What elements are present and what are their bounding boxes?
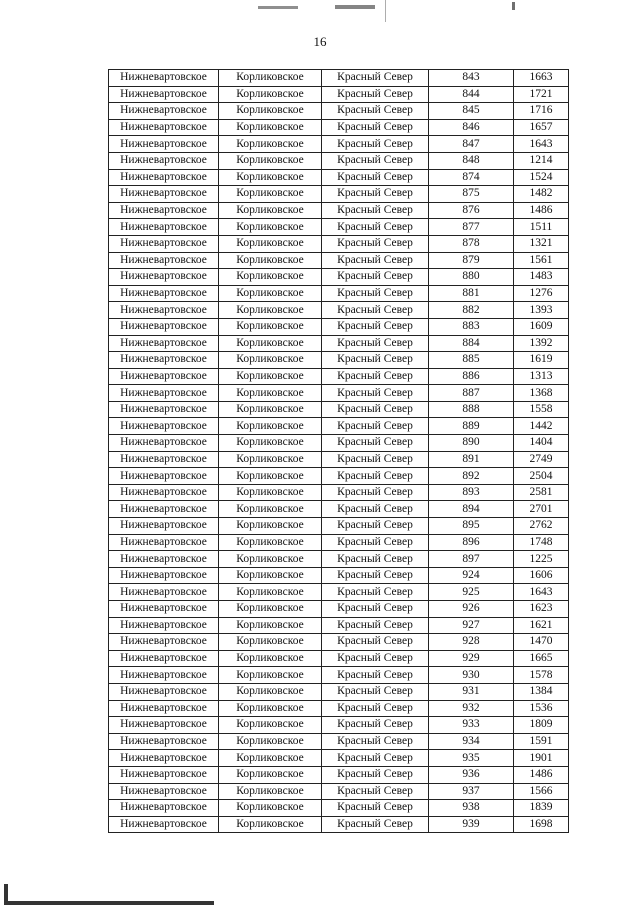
table-cell: 877 — [429, 219, 514, 236]
table-cell: Нижневартовское — [109, 601, 219, 618]
table-cell: Корликовское — [219, 501, 322, 518]
table-row — [109, 86, 569, 103]
table-cell: Красный Север — [322, 235, 429, 252]
table-cell: Нижневартовское — [109, 335, 219, 352]
table-cell: Красный Север — [322, 352, 429, 369]
table-row — [109, 584, 569, 601]
table-row — [109, 551, 569, 568]
table-row — [109, 103, 569, 120]
table-row — [109, 385, 569, 402]
table-cell: Красный Север — [322, 385, 429, 402]
table-cell: Красный Север — [322, 468, 429, 485]
table-cell: Корликовское — [219, 86, 322, 103]
table-cell: Корликовское — [219, 152, 322, 169]
table-cell: Корликовское — [219, 683, 322, 700]
table-cell: 880 — [429, 269, 514, 286]
table-cell: 888 — [429, 401, 514, 418]
table-cell: 1404 — [514, 435, 569, 452]
table-cell: Нижневартовское — [109, 318, 219, 335]
table-cell: Корликовское — [219, 750, 322, 767]
table-row — [109, 235, 569, 252]
table-cell: Нижневартовское — [109, 518, 219, 535]
table-cell: Корликовское — [219, 352, 322, 369]
table-cell: 932 — [429, 700, 514, 717]
table-cell: 881 — [429, 285, 514, 302]
table-cell: 924 — [429, 567, 514, 584]
table-cell: 925 — [429, 584, 514, 601]
table-cell: 1558 — [514, 401, 569, 418]
data-table-container — [108, 69, 568, 833]
table-row — [109, 318, 569, 335]
table-cell: Нижневартовское — [109, 302, 219, 319]
table-cell: Корликовское — [219, 667, 322, 684]
table-cell: 884 — [429, 335, 514, 352]
table-cell: Нижневартовское — [109, 285, 219, 302]
table-cell: Красный Север — [322, 435, 429, 452]
table-cell: Красный Север — [322, 717, 429, 734]
table-cell: Нижневартовское — [109, 634, 219, 651]
table-row — [109, 567, 569, 584]
table-row — [109, 418, 569, 435]
table-cell: Корликовское — [219, 816, 322, 833]
table-cell: 875 — [429, 186, 514, 203]
table-cell: 1470 — [514, 634, 569, 651]
table-cell: 848 — [429, 152, 514, 169]
table-row — [109, 368, 569, 385]
table-cell: Корликовское — [219, 335, 322, 352]
table-cell: 893 — [429, 484, 514, 501]
table-row — [109, 617, 569, 634]
table-cell: Корликовское — [219, 783, 322, 800]
table-row — [109, 800, 569, 817]
table-cell: Корликовское — [219, 567, 322, 584]
table-cell: 885 — [429, 352, 514, 369]
data-table — [108, 69, 569, 833]
table-cell: Красный Север — [322, 186, 429, 203]
table-cell: Корликовское — [219, 186, 322, 203]
table-row — [109, 534, 569, 551]
table-cell: Нижневартовское — [109, 766, 219, 783]
table-cell: 896 — [429, 534, 514, 551]
table-row — [109, 601, 569, 618]
table-cell: Красный Север — [322, 683, 429, 700]
table-cell: 874 — [429, 169, 514, 186]
table-cell: Красный Север — [322, 617, 429, 634]
table-cell: Нижневартовское — [109, 484, 219, 501]
table-cell: Красный Север — [322, 152, 429, 169]
table-cell: 895 — [429, 518, 514, 535]
table-cell: Корликовское — [219, 534, 322, 551]
table-cell: 1486 — [514, 202, 569, 219]
table-cell: Корликовское — [219, 484, 322, 501]
table-cell: Корликовское — [219, 518, 322, 535]
table-row — [109, 252, 569, 269]
table-cell: Корликовское — [219, 368, 322, 385]
table-cell: 1901 — [514, 750, 569, 767]
table-cell: Красный Север — [322, 202, 429, 219]
table-cell: 1643 — [514, 584, 569, 601]
table-cell: Корликовское — [219, 468, 322, 485]
table-cell: Корликовское — [219, 418, 322, 435]
table-cell: Нижневартовское — [109, 816, 219, 833]
table-cell: Корликовское — [219, 235, 322, 252]
table-cell: Красный Север — [322, 451, 429, 468]
table-cell: 935 — [429, 750, 514, 767]
table-cell: 1663 — [514, 70, 569, 87]
table-cell: 879 — [429, 252, 514, 269]
table-cell: Корликовское — [219, 551, 322, 568]
table-cell: Красный Север — [322, 368, 429, 385]
table-cell: Корликовское — [219, 318, 322, 335]
table-cell: 846 — [429, 119, 514, 136]
table-cell: 926 — [429, 601, 514, 618]
table-cell: 1214 — [514, 152, 569, 169]
table-cell: Нижневартовское — [109, 451, 219, 468]
table-cell: 887 — [429, 385, 514, 402]
table-cell: Нижневартовское — [109, 750, 219, 767]
table-row — [109, 401, 569, 418]
table-row — [109, 484, 569, 501]
table-cell: Нижневартовское — [109, 152, 219, 169]
table-cell: 928 — [429, 634, 514, 651]
table-cell: Корликовское — [219, 219, 322, 236]
table-cell: Нижневартовское — [109, 368, 219, 385]
table-cell: Корликовское — [219, 269, 322, 286]
table-row — [109, 634, 569, 651]
table-row — [109, 302, 569, 319]
table-cell: Корликовское — [219, 617, 322, 634]
table-cell: Красный Север — [322, 119, 429, 136]
scan-artifact — [258, 6, 298, 9]
table-row — [109, 683, 569, 700]
table-cell: 897 — [429, 551, 514, 568]
table-cell: Нижневартовское — [109, 169, 219, 186]
table-cell: Красный Север — [322, 302, 429, 319]
table-cell: 2581 — [514, 484, 569, 501]
table-cell: Корликовское — [219, 451, 322, 468]
table-cell: 878 — [429, 235, 514, 252]
table-cell: Нижневартовское — [109, 683, 219, 700]
scan-artifact — [512, 2, 515, 10]
table-row — [109, 70, 569, 87]
table-row — [109, 202, 569, 219]
table-row — [109, 335, 569, 352]
table-cell: 1566 — [514, 783, 569, 800]
table-cell: Красный Север — [322, 800, 429, 817]
table-cell: 889 — [429, 418, 514, 435]
table-cell: 1698 — [514, 816, 569, 833]
table-row — [109, 169, 569, 186]
table-row — [109, 186, 569, 203]
table-cell: Красный Север — [322, 551, 429, 568]
table-cell: Нижневартовское — [109, 418, 219, 435]
table-cell: Нижневартовское — [109, 401, 219, 418]
table-cell: 1591 — [514, 733, 569, 750]
table-cell: 844 — [429, 86, 514, 103]
scan-artifact — [4, 901, 214, 905]
table-cell: Красный Север — [322, 518, 429, 535]
table-cell: Нижневартовское — [109, 103, 219, 120]
table-cell: Красный Север — [322, 335, 429, 352]
table-cell: 1623 — [514, 601, 569, 618]
table-cell: 938 — [429, 800, 514, 817]
table-cell: Корликовское — [219, 252, 322, 269]
table-cell: 883 — [429, 318, 514, 335]
table-cell: 1483 — [514, 269, 569, 286]
table-cell: 2504 — [514, 468, 569, 485]
table-cell: Нижневартовское — [109, 202, 219, 219]
table-cell: 1482 — [514, 186, 569, 203]
table-cell: Красный Север — [322, 219, 429, 236]
table-cell: Красный Север — [322, 766, 429, 783]
scan-artifact — [335, 5, 375, 9]
table-cell: 1392 — [514, 335, 569, 352]
scan-artifact — [385, 0, 386, 22]
table-cell: Нижневартовское — [109, 235, 219, 252]
table-cell: Красный Север — [322, 700, 429, 717]
table-cell: Корликовское — [219, 401, 322, 418]
table-cell: 843 — [429, 70, 514, 87]
table-row — [109, 750, 569, 767]
table-cell: 1442 — [514, 418, 569, 435]
table-row — [109, 285, 569, 302]
table-cell: Нижневартовское — [109, 435, 219, 452]
table-cell: Корликовское — [219, 136, 322, 153]
table-cell: 1621 — [514, 617, 569, 634]
table-cell: 2701 — [514, 501, 569, 518]
table-cell: 1609 — [514, 318, 569, 335]
table-row — [109, 352, 569, 369]
table-cell: 1578 — [514, 667, 569, 684]
table-cell: Красный Север — [322, 750, 429, 767]
table-cell: 1393 — [514, 302, 569, 319]
table-cell: Корликовское — [219, 302, 322, 319]
table-row — [109, 451, 569, 468]
table-cell: 1321 — [514, 235, 569, 252]
table-cell: Корликовское — [219, 766, 322, 783]
table-cell: 1561 — [514, 252, 569, 269]
table-cell: 931 — [429, 683, 514, 700]
table-cell: Красный Север — [322, 783, 429, 800]
table-cell: Нижневартовское — [109, 186, 219, 203]
table-cell: Нижневартовское — [109, 800, 219, 817]
table-cell: Нижневартовское — [109, 269, 219, 286]
table-cell: 892 — [429, 468, 514, 485]
table-cell: 847 — [429, 136, 514, 153]
table-cell: Корликовское — [219, 385, 322, 402]
table-cell: Красный Север — [322, 733, 429, 750]
table-cell: Нижневартовское — [109, 501, 219, 518]
table-cell: Корликовское — [219, 634, 322, 651]
table-row — [109, 269, 569, 286]
table-cell: Нижневартовское — [109, 551, 219, 568]
table-cell: 929 — [429, 650, 514, 667]
table-cell: Нижневартовское — [109, 468, 219, 485]
table-body — [109, 70, 569, 833]
table-cell: Нижневартовское — [109, 534, 219, 551]
table-cell: 1716 — [514, 103, 569, 120]
table-row — [109, 468, 569, 485]
table-cell: Нижневартовское — [109, 733, 219, 750]
table-cell: 1839 — [514, 800, 569, 817]
table-cell: Нижневартовское — [109, 567, 219, 584]
table-cell: Нижневартовское — [109, 700, 219, 717]
table-cell: Красный Север — [322, 634, 429, 651]
table-cell: 1524 — [514, 169, 569, 186]
table-cell: 937 — [429, 783, 514, 800]
table-cell: Нижневартовское — [109, 584, 219, 601]
table-cell: 934 — [429, 733, 514, 750]
table-row — [109, 518, 569, 535]
table-cell: 1748 — [514, 534, 569, 551]
table-cell: Нижневартовское — [109, 119, 219, 136]
table-row — [109, 717, 569, 734]
table-row — [109, 766, 569, 783]
table-cell: Нижневартовское — [109, 136, 219, 153]
table-cell: Красный Север — [322, 418, 429, 435]
table-cell: 1486 — [514, 766, 569, 783]
table-row — [109, 733, 569, 750]
table-cell: Красный Север — [322, 86, 429, 103]
table-row — [109, 501, 569, 518]
table-cell: Красный Север — [322, 401, 429, 418]
table-cell: Красный Север — [322, 816, 429, 833]
table-cell: Красный Север — [322, 169, 429, 186]
table-cell: 1809 — [514, 717, 569, 734]
table-row — [109, 136, 569, 153]
table-cell: 891 — [429, 451, 514, 468]
table-cell: 939 — [429, 816, 514, 833]
table-cell: Красный Север — [322, 584, 429, 601]
table-cell: Нижневартовское — [109, 650, 219, 667]
table-cell: 1536 — [514, 700, 569, 717]
table-cell: Корликовское — [219, 119, 322, 136]
table-cell: Корликовское — [219, 733, 322, 750]
table-cell: Корликовское — [219, 169, 322, 186]
table-cell: Нижневартовское — [109, 385, 219, 402]
table-cell: 1665 — [514, 650, 569, 667]
table-cell: 1276 — [514, 285, 569, 302]
table-row — [109, 152, 569, 169]
table-cell: Красный Север — [322, 650, 429, 667]
table-row — [109, 650, 569, 667]
table-cell: Нижневартовское — [109, 219, 219, 236]
table-cell: 876 — [429, 202, 514, 219]
table-cell: Красный Север — [322, 534, 429, 551]
table-cell: Корликовское — [219, 650, 322, 667]
table-row — [109, 667, 569, 684]
table-cell: Нижневартовское — [109, 617, 219, 634]
table-cell: Корликовское — [219, 70, 322, 87]
table-cell: 936 — [429, 766, 514, 783]
table-cell: 1368 — [514, 385, 569, 402]
table-cell: Корликовское — [219, 601, 322, 618]
table-cell: Корликовское — [219, 700, 322, 717]
table-row — [109, 700, 569, 717]
table-cell: Корликовское — [219, 103, 322, 120]
table-cell: 930 — [429, 667, 514, 684]
table-cell: 1313 — [514, 368, 569, 385]
table-row — [109, 783, 569, 800]
table-cell: Корликовское — [219, 800, 322, 817]
table-cell: 886 — [429, 368, 514, 385]
table-cell: Корликовское — [219, 285, 322, 302]
table-cell: Красный Север — [322, 285, 429, 302]
table-row — [109, 435, 569, 452]
table-cell: Нижневартовское — [109, 70, 219, 87]
table-cell: 1643 — [514, 136, 569, 153]
table-row — [109, 119, 569, 136]
table-cell: 894 — [429, 501, 514, 518]
table-cell: Красный Север — [322, 667, 429, 684]
table-cell: 890 — [429, 435, 514, 452]
table-cell: Корликовское — [219, 202, 322, 219]
page-number: 16 — [313, 34, 327, 49]
table-cell: Нижневартовское — [109, 783, 219, 800]
table-cell: Нижневартовское — [109, 667, 219, 684]
table-cell: 882 — [429, 302, 514, 319]
table-cell: Красный Север — [322, 501, 429, 518]
table-cell: Красный Север — [322, 601, 429, 618]
table-row — [109, 219, 569, 236]
table-cell: 1721 — [514, 86, 569, 103]
table-cell: 1511 — [514, 219, 569, 236]
table-cell: 2749 — [514, 451, 569, 468]
table-cell: Нижневартовское — [109, 252, 219, 269]
table-cell: Корликовское — [219, 717, 322, 734]
table-cell: 1619 — [514, 352, 569, 369]
table-cell: Нижневартовское — [109, 86, 219, 103]
table-cell: 927 — [429, 617, 514, 634]
table-cell: Корликовское — [219, 435, 322, 452]
table-row — [109, 816, 569, 833]
table-cell: Красный Север — [322, 252, 429, 269]
table-cell: 933 — [429, 717, 514, 734]
table-cell: Красный Север — [322, 103, 429, 120]
table-cell: 845 — [429, 103, 514, 120]
table-cell: 2762 — [514, 518, 569, 535]
table-cell: Красный Север — [322, 70, 429, 87]
table-cell: Красный Север — [322, 318, 429, 335]
table-cell: 1384 — [514, 683, 569, 700]
table-cell: Красный Север — [322, 136, 429, 153]
table-cell: 1606 — [514, 567, 569, 584]
table-cell: Корликовское — [219, 584, 322, 601]
table-cell: 1225 — [514, 551, 569, 568]
table-cell: Нижневартовское — [109, 352, 219, 369]
table-cell: Красный Север — [322, 269, 429, 286]
table-cell: Красный Север — [322, 567, 429, 584]
table-cell: 1657 — [514, 119, 569, 136]
table-cell: Красный Север — [322, 484, 429, 501]
table-cell: Нижневартовское — [109, 717, 219, 734]
